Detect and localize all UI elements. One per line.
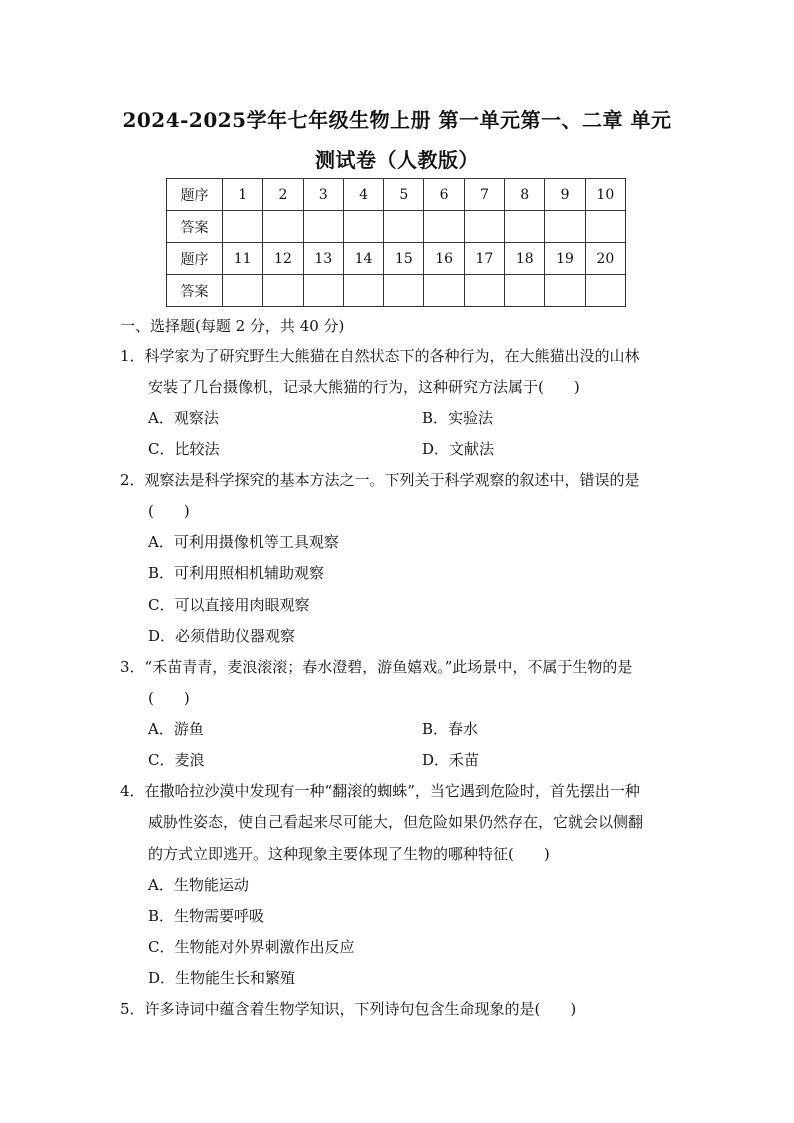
- option-c[interactable]: C．生物能对外界刺激作出反应: [148, 938, 355, 956]
- table-cell: 8: [505, 179, 545, 211]
- row-label: 答案: [167, 275, 223, 307]
- answer-cell[interactable]: [505, 275, 545, 307]
- table-cell: 3: [303, 179, 343, 211]
- table-row: [167, 211, 626, 243]
- option-d[interactable]: D．禾苗: [422, 751, 480, 769]
- table-cell: 15: [384, 243, 424, 275]
- option-a[interactable]: A．生物能运动: [148, 876, 249, 894]
- option-d[interactable]: D．必须借助仪器观察: [148, 627, 296, 645]
- answer-cell[interactable]: [343, 211, 383, 243]
- table-cell: 5: [384, 179, 424, 211]
- option-b[interactable]: B．春水: [422, 720, 479, 738]
- answer-cell[interactable]: [424, 211, 464, 243]
- answer-cell[interactable]: [464, 211, 504, 243]
- answer-table: [166, 178, 626, 307]
- question-4-text: 4．在撒哈拉沙漠中发现有一种“翻滚的蜘蛛”，当它遇到危险时，首先摆出一种: [120, 782, 640, 800]
- table-cell: 1: [223, 179, 263, 211]
- page-title: 2024-2025学年七年级生物上册 第一单元第一、二章 单元: [122, 108, 672, 132]
- table-cell: 18: [505, 243, 545, 275]
- answer-cell[interactable]: [223, 211, 263, 243]
- table-cell: 7: [464, 179, 504, 211]
- page-subtitle: 测试卷（人教版）: [315, 148, 479, 172]
- answer-cell[interactable]: [464, 275, 504, 307]
- option-d[interactable]: D．生物能生长和繁殖: [148, 969, 296, 987]
- question-1-text: 安装了几台摄像机，记录大熊猫的行为，这种研究方法属于( ): [148, 378, 580, 396]
- question-4-text: 威胁性姿态，使自己看起来尽可能大，但危险如果仍然存在，它就会以侧翻: [148, 813, 644, 831]
- table-row: [167, 275, 626, 307]
- answer-cell[interactable]: [545, 275, 585, 307]
- answer-cell[interactable]: [263, 211, 303, 243]
- table-cell: 4: [343, 179, 383, 211]
- table-cell: 19: [545, 243, 585, 275]
- answer-cell[interactable]: [585, 211, 625, 243]
- question-5-text: 5．许多诗词中蕴含着生物学知识，下列诗句包含生命现象的是( ): [120, 1000, 577, 1018]
- question-1-text: 1．科学家为了研究野生大熊猫在自然状态下的各种行为，在大熊猫出没的山林: [120, 347, 640, 365]
- answer-cell[interactable]: [424, 275, 464, 307]
- table-cell: 10: [585, 179, 625, 211]
- question-2-text: ( ): [148, 502, 190, 520]
- option-a[interactable]: A．可利用摄像机等工具观察: [148, 533, 339, 551]
- table-cell: 9: [545, 179, 585, 211]
- answer-cell[interactable]: [384, 211, 424, 243]
- answer-cell[interactable]: [303, 275, 343, 307]
- row-label: 题序: [167, 243, 223, 275]
- question-2-text: 2．观察法是科学探究的基本方法之一。下列关于科学观察的叙述中，错误的是: [120, 471, 640, 489]
- table-cell: 11: [223, 243, 263, 275]
- row-label: 答案: [167, 211, 223, 243]
- table-cell: 16: [424, 243, 464, 275]
- answer-cell[interactable]: [545, 211, 585, 243]
- option-c[interactable]: C．可以直接用肉眼观察: [148, 596, 310, 614]
- option-b[interactable]: B．实验法: [422, 409, 494, 427]
- row-label: 题序: [167, 179, 223, 211]
- option-b[interactable]: B．可利用照相机辅助观察: [148, 564, 325, 582]
- answer-cell[interactable]: [384, 275, 424, 307]
- option-a[interactable]: A．游鱼: [148, 720, 204, 738]
- answer-cell[interactable]: [343, 275, 383, 307]
- table-row: [167, 243, 626, 275]
- question-3-text: 3．“禾苗青青，麦浪滚滚；春水澄碧，游鱼嬉戏。”此场景中，不属于生物的是: [120, 658, 633, 676]
- option-a[interactable]: A．观察法: [148, 409, 219, 427]
- table-row: [167, 179, 626, 211]
- table-cell: 12: [263, 243, 303, 275]
- section-heading: 一、选择题(每题 2 分，共 40 分): [120, 317, 345, 335]
- option-b[interactable]: B．生物需要呼吸: [148, 907, 265, 925]
- answer-cell[interactable]: [263, 275, 303, 307]
- table-cell: 17: [464, 243, 504, 275]
- answer-cell[interactable]: [303, 211, 343, 243]
- question-3-text: ( ): [148, 689, 190, 707]
- option-d[interactable]: D．文献法: [422, 440, 495, 458]
- question-4-text: 的方式立即逃开。这种现象主要体现了生物的哪种特征( ): [148, 845, 550, 863]
- answer-cell[interactable]: [585, 275, 625, 307]
- table-cell: 20: [585, 243, 625, 275]
- answer-cell[interactable]: [223, 275, 263, 307]
- option-c[interactable]: C．比较法: [148, 440, 220, 458]
- table-cell: 14: [343, 243, 383, 275]
- answer-cell[interactable]: [505, 211, 545, 243]
- table-cell: 13: [303, 243, 343, 275]
- table-cell: 2: [263, 179, 303, 211]
- option-c[interactable]: C．麦浪: [148, 751, 205, 769]
- table-cell: 6: [424, 179, 464, 211]
